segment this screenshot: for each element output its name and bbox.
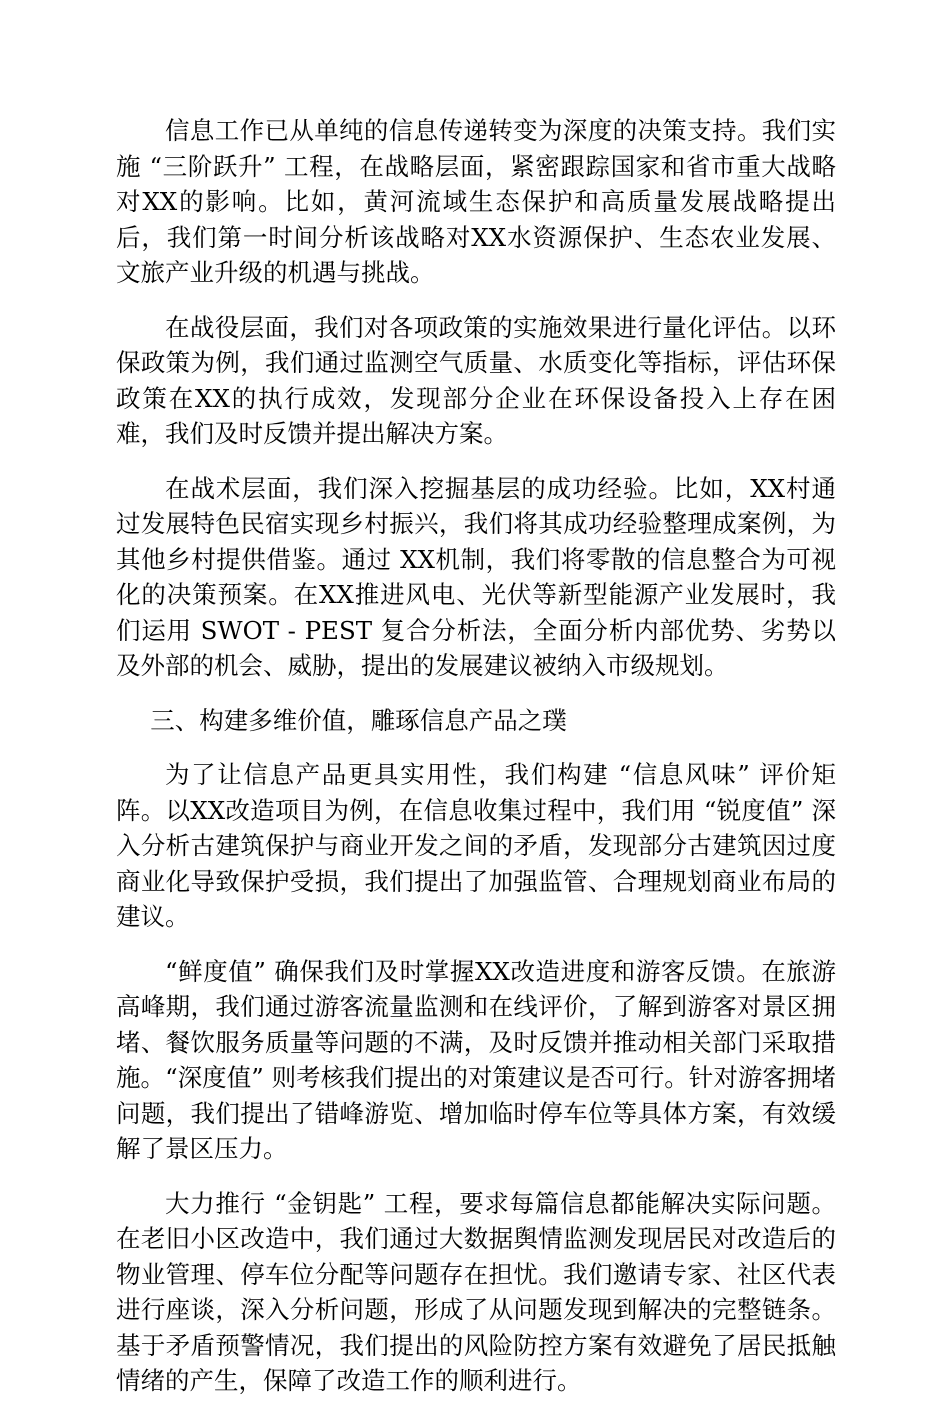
paragraph-golden-key: 大力推行 “金钥匙” 工程，要求每篇信息都能解决实际问题。在老旧小区改造中，我们通过大数据舆情监测发现居民对改造后的物业管理、停车位分配等问题存在担忧。我们邀请专家、社区代表进行座谈，深入分析问题，形成了从问题发现到解决的完整链条。基于矛盾预警情况，我们提出的风险防控方案有效避免了居民抵触情绪的产生，保障了改造工作的顺利进行。 [116, 1188, 836, 1395]
section-heading: 三、构建多维价值，雕琢信息产品之璞 [150, 705, 567, 735]
paragraph-campaign-level: 在战役层面，我们对各项政策的实施效果进行量化评估。以环保政策为例，我们通过监测空气质量、水质变化等指标，评估环保政策在XX的执行成效，发现部分企业在环保设备投入上存在困难，我们及时反馈并提出解决方案。 [116, 312, 836, 448]
paragraph-decision-support: 信息工作已从单纯的信息传递转变为深度的决策支持。我们实施 “三阶跃升” 工程，在战略层面，紧密跟踪国家和省市重大战略对XX的影响。比如，黄河流域生态保护和高质量发展战略提出后，我们第一时间分析该战略对XX水资源保护、生态农业发展、文旅产业升级的机遇与挑战。 [116, 116, 836, 287]
paragraph-evaluation-matrix: 为了让信息产品更具实用性，我们构建 “信息风味” 评价矩阵。以XX改造项目为例，在信息收集过程中，我们用 “锐度值” 深入分析古建筑保护与商业开发之间的矛盾，发现部分古建筑因过度商业化导致保护受损，我们提出了加强监管、合理规划商业布局的建议。 [116, 760, 836, 931]
paragraph-freshness-value: “鲜度值” 确保我们及时掌握XX改造进度和游客反馈。在旅游高峰期，我们通过游客流量监测和在线评价，了解到游客对景区拥堵、餐饮服务质量等问题的不满，及时反馈并推动相关部门采取措施。“深度值” 则考核我们提出的对策建议是否可行。针对游客拥堵问题，我们提出了错峰游览、增加临时停车位等具体方案，有效缓解了景区压力。 [116, 956, 836, 1163]
document-body [116, 113, 836, 1418]
paragraph-tactical-level: 在战术层面，我们深入挖掘基层的成功经验。比如，XX村通过发展特色民宿实现乡村振兴，我们将其成功经验整理成案例，为其他乡村提供借鉴。通过 XX机制，我们将零散的信息整合为可视化的决策预案。在XX推进风电、光伏等新型能源产业发展时，我们运用 SWOT - PEST 复合分析法，全面分析内部优势、劣势以及外部的机会、威胁，提出的发展建议被纳入市级规划。 [116, 473, 836, 680]
